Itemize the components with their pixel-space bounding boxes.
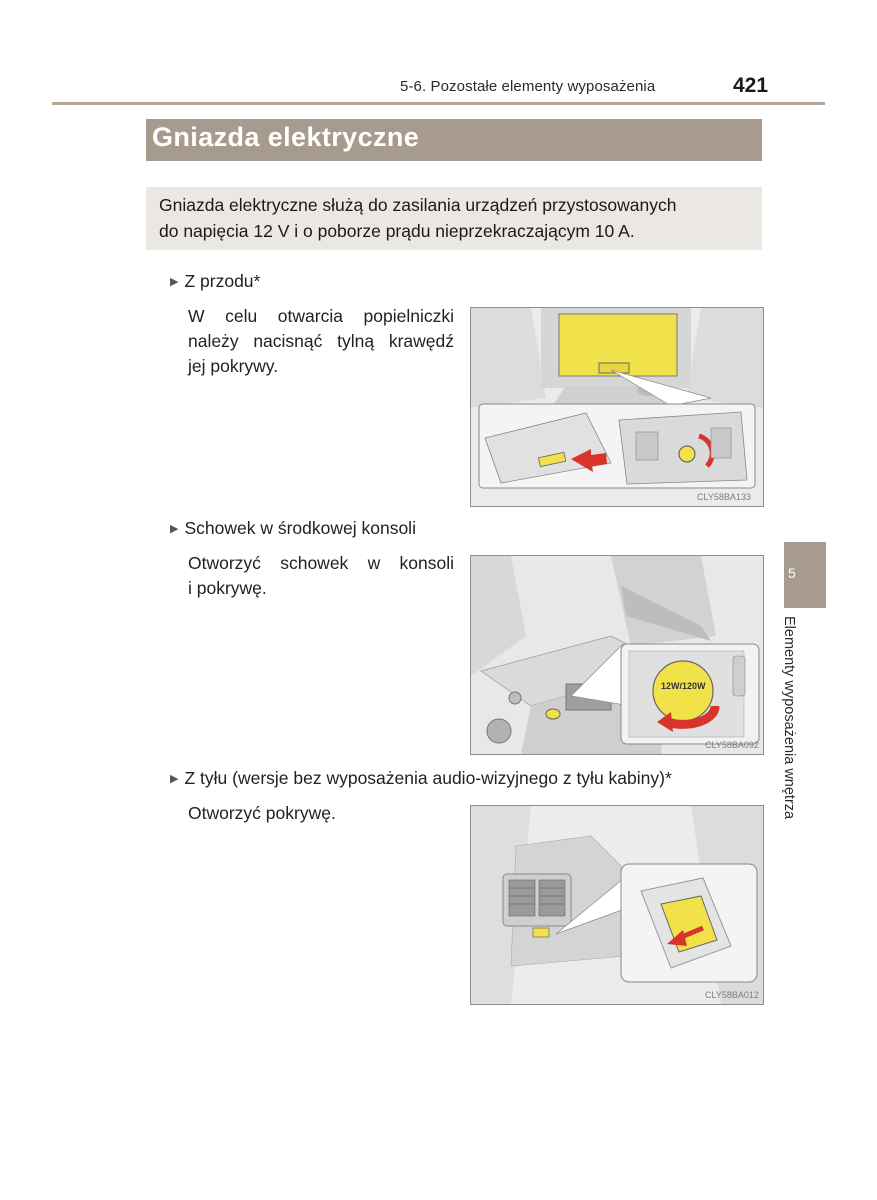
running-header-section: 5-6. Pozostałe elementy wyposażenia — [400, 78, 656, 95]
section-heading-console — [170, 518, 416, 539]
body-line: W celu otwarcia popielniczki — [188, 306, 454, 326]
section-heading-front — [170, 271, 260, 292]
figure-rear-socket — [470, 805, 764, 1005]
figure-front-ashtray — [470, 307, 764, 507]
chapter-label-text: Elementy wyposażenia wnętrza — [781, 616, 797, 820]
body-line: należy nacisnąć tylną krawędź — [188, 331, 454, 351]
header-rule — [52, 102, 825, 105]
bullet-triangle-icon: ▶ — [170, 276, 179, 288]
socket-label: 12W/120W — [661, 681, 706, 691]
page-title: Gniazda elektryczne — [152, 122, 420, 152]
section-heading-text: Z przodu* — [184, 271, 261, 291]
section-heading-text: Schowek w środkowej konsoli — [184, 518, 416, 538]
figure-code: CLY58BA133 — [697, 492, 751, 502]
bullet-triangle-icon: ▶ — [170, 773, 179, 785]
body-line: jej pokrywy. — [188, 356, 279, 376]
section-heading-rear — [170, 768, 672, 789]
figure-code: CLY58BA012 — [705, 990, 759, 1000]
section-heading-text: Z tyłu (wersje bez wyposażenia audio-wizyjnego z tyłu kabiny)* — [184, 768, 672, 788]
intro-line-1: Gniazda elektryczne służą do zasilania urządzeń przystosowanych — [159, 195, 677, 215]
body-line: Otworzyć pokrywę. — [188, 803, 336, 823]
intro-line-2: do napięcia 12 V i o poborze prądu nieprzekraczającym 10 A. — [159, 221, 635, 241]
body-line: Otworzyć schowek w konsoli — [188, 553, 454, 573]
bullet-triangle-icon: ▶ — [170, 523, 179, 535]
body-line: i pokrywę. — [188, 578, 267, 598]
page-number: 421 — [733, 74, 769, 97]
figure-code: CLY58BA092 — [705, 740, 759, 750]
figure-center-console — [470, 555, 764, 755]
chapter-label — [781, 616, 803, 856]
chapter-number: 5 — [788, 565, 796, 581]
